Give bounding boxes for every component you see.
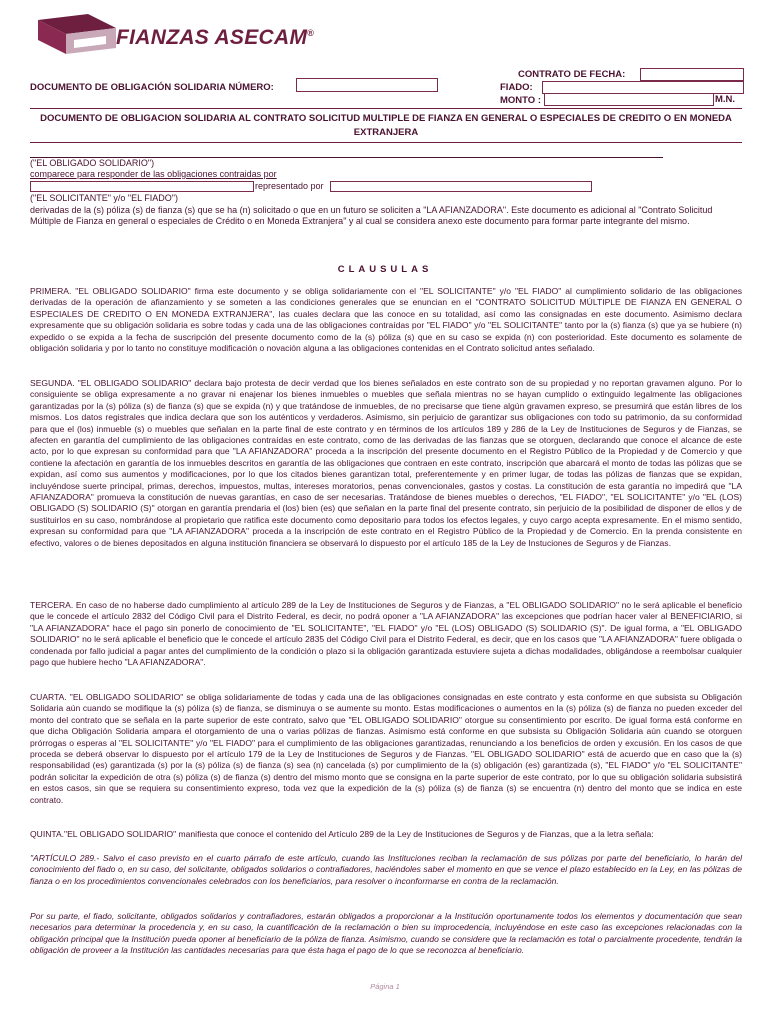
clausulas-heading: CLAUSULAS (337, 264, 433, 275)
clause-primera: PRIMERA. "EL OBLIGADO SOLIDARIO" firma este documento y se obliga solidariamente con el "EL SOLICITANTE" y/o "EL FIADO" al cumplimiento solidario de las obligaciones derivadas de la operación de afianzamiento y se someten a las condiciones generales que se enuncian en el "CONTRATO SOLICITUD MÚLTIPLE DE FIANZA EN GENERAL O ESPECIALES DE CREDITO O EN MONEDA EXTRANJERA", las cuales declara que las conoce en su totalidad, así como las consignadas en este documento. Asimismo declara expresamente que su obligación solidaria es sobre todas y cada una de las obligaciones contraídas por "EL FIADO" y/o "EL SOLICITANTE" tanto por la (s) fianza (s) que ya se hubiere (n) expedido o se expida a la fecha de suscripción del presente documento como de la (s) póliza (s) que en su caso se expida (n) con posterioridad. Este documento es solamente de obligación solidaria y por lo tanto no constituye modificación o novación alguna a las obligaciones contenidas en el Contrato solicitud antes señalado. (30, 286, 742, 354)
representante-name-field[interactable] (330, 181, 592, 192)
clause-quinta: QUINTA."EL OBLIGADO SOLIDARIO" manifiesta que conoce el contenido del Artículo 289 de la Ley de Instituciones de Seguros y de Fianzas, que a la letra señala: (30, 829, 654, 839)
monto-field[interactable] (544, 93, 714, 106)
clause-quinta-quote: "ARTÍCULO 289.- Salvo el caso previsto en el cuarto párrafo de este artículo, cuando las Instituciones reciban la reclamación de sus pólizas por parte del beneficiario, lo harán del conocimiento del fiado o, en su caso, del solicitante, obligados solidarios o contrafiadores, haciéndoles saber el momento en que se vence el plazo establecido en la Ley, en las pólizas de fianza o en los procedimientos convencionales celebrados con los beneficiarios, para resolver o inconformarse en contra de la reclamación. (30, 853, 742, 886)
doc-number-label: DOCUMENTO DE OBLIGACIÓN SOLIDARIA NÚMERO: (30, 82, 274, 93)
clause-quinta-quote-2: Por su parte, el fiado, solicitante, obligados solidarios y contrafiadores, estarán obligados a proporcionar a la Institución oportunamente todos los elementos y documentación que sean necesarios para determinar la procedencia y, en su caso, la cuantificación de la reclamación o bien su improcedencia, incluyéndose en este caso las excepciones relacionadas con la obligación principal que la Institución pueda oponer al beneficiario de la póliza de fianza. Asimismo, cuando se considere que la reclamación es total o parcialmente procedente, tendrán la obligación de proveer a la Institución las cantidades necesarias para que ésta haga el pago de lo que se reconozca al beneficiario. (30, 911, 742, 956)
clause-segunda: SEGUNDA. "EL OBLIGADO SOLIDARIO" declara bajo protesta de decir verdad que los bienes señalados en este contrato son de su propiedad y no reportan gravamen alguno. Por lo consiguiente se obliga expresamente a no gravar ni enajenar los bienes inmuebles o muebles que señala mientras no se hayan cumplido o extinguido legalmente las obligaciones garantizadas por la (s) póliza (s) de fianza (s) que se expida (n) y que tratándose de inmuebles, de no precisarse que tiene algún gravamen expreso, se presumirá que están libres de los mismos. Los datos registrales que indica declara que son los auténticos y verdaderos. Asimismo, sin perjuicio de garantizar sus obligaciones con todo su patrimonio, da su conformidad para que el (los) inmueble (s) o muebles que señalan en la parte final de este contrato y en términos de los artículos 189 y 286 de la Ley de Instituciones de Seguros y de Fianzas, se afecten en garantía del cumplimiento de las obligaciones contraídas en este contrato, como de las derivadas de las fianzas que se otorguen, declarando que conoce el alcance de este acto, por lo que expresan su conformidad para que "LA AFIANZADORA" proceda a la inscripción del presente documento en el Registro Público de la Propiedad y de Comercio y que contiene la afectación en garantía de los inmuebles descritos en garantía de las obligaciones que contraen en este contrato, inscripción que abarcará el monto de todas las pólizas que se expidan, así como sus aumentos y modificaciones, por lo que los citados bienes garantizan total, preferentemente y en primer lugar, de todas las pólizas de fianzas que se expidan, incluyéndose suerte principal, primas, derechos, impuestos, multas, intereses moratorios, penas convencionales, gastos y costas. La constitución de esta garantía no impedirá que "LA AFIANZADORA" promueva la constitución de nuevas garantías, en caso de ser necesarias. Tratándose de bienes muebles o derechos, "EL FIADO", "EL SOLICITANTE" y/o "EL (LOS) OBLIGADO (S) SOLIDARIO (S)" otorgan en garantía prendaria el (los) bien (es) que señalan en la parte final del presente contrato, sin perjuicio de la posibilidad de disponer de ellos y de sustituirlos en su caso, nombrándose al propietario que ratifica este documento como depositario para todos los efectos legales, y cuyo cargo acepta expresamente. En el mismo sentido, expresan su conformidad para que "LA AFIANZADORA" proceda a la inscripción de este contrato en el Registro Público de la Propiedad y de Comercio. En la prenda consistente en efectivo, valores o de bienes depositados en alguna institución financiera se observará lo dispuesto por el artículo 185 de la Ley de Instuciones de Seguros y de Fianzas. (30, 378, 742, 548)
fiado-label: FIADO: (500, 82, 533, 93)
title-divider (30, 142, 742, 143)
solicitante-name-field[interactable] (30, 181, 254, 192)
solicitante-label: ("EL SOLICITANTE" y/o "EL FIADO") (30, 193, 178, 203)
document-title: DOCUMENTO DE OBLIGACION SOLIDARIA AL CONTRATO SOLICITUD MULTIPLE DE FIANZA EN GENERAL O ESPECIALES DE CREDITO O EN MONEDA EXTRANJERA (40, 113, 732, 138)
contract-date-label: CONTRATO DE FECHA: (518, 69, 626, 80)
page-number: Página 1 (370, 982, 400, 991)
derivadas-text: derivadas de la (s) póliza (s) de fianza (s) que se ha (n) solicitado o que en un futuro se soliciten a "LA AFIANZADORA". Este documento es adicional al "Contrato Solicitud Múltiple de Fianza en general o especiales de Crédito o en Moneda Extranjera" y al cual se considera anexo este documento para formar parte integrante del mismo. (30, 205, 713, 227)
clause-tercera: TERCERA. En caso de no haberse dado cumplimiento al artículo 289 de la Ley de Instituciones de Seguros y de Fianzas, a "EL OBLIGADO SOLIDARIO" no le será aplicable el beneficio que le concede el artículo 2832 del Código Civil para el Distrito Federal, es decir, no podrá oponer a "LA AFIANZADORA" las excepciones que podrían hacer valer al BENEFICIARIO, si "LA AFIANZADORA" hace el pago sin ponerlo de conocimiento de "EL SOLICITANTE", "EL FIADO" y/o "EL (LOS) OBLIGADO (S) SOLIDARIO (S)". De igual forma, a "EL OBLIGADO SOLIDARIO" no le será aplicable el beneficio que le concede el artículo 2835 del Código Civil para el Distrito Federal, es decir, que en los casos que "LA AFIANZADORA" fuere obligada o condenada por fallo judicial a pagar antes del cumplimiento de la condición o plazo si la obligación garantizada estuviere sujeta a dichas modalidades, obligándose a reembolsar cualquier pago que hubiere hecho "LA AFIANZADORA". (30, 600, 742, 668)
obligado-label: ("EL OBLIGADO SOLIDARIO") (30, 158, 155, 168)
monto-label: MONTO : (500, 95, 541, 106)
comparece-text: comparece para responder de las obligaciones contraidas por (30, 169, 277, 179)
clause-cuarta: CUARTA. "EL OBLIGADO SOLIDARIO" se obliga solidariamente de todas y cada una de las obligaciones consignadas en este contrato y esta conforme en que subsista su Obligación Solidaria aún cuando se modifique la (s) póliza (s) de fianza, se disminuya o se aumente su monto. Estas modificaciones o aumentos en la (s) póliza (s) de fianza no pueden exceder del monto del contrato que se señala en la parte superior de este contrato, salvo que "EL OBLIGADO SOLIDARIO" otorgue su consentimiento por escrito. De igual forma está conforme en que dicha Obligación Solidaria ampara el otorgamiento de una o varias pólizas de fianzas. Asimismo está conforme en que subsista su Obligación Solidaria aún cuando se otorguen prórrogas o esperas al "EL SOLICITANTE" y/o "EL FIADO" para el cumplimiento de las obligaciones garantizadas, renunciando a los beneficios de orden y excusión. En los casos de que proceda se deberá observar lo dispuesto por el artículo 179 de la Ley de Instituciones de Seguros y de Fianzas. "EL OBLIGADO SOLIDARIO" está de acuerdo que en caso que la (s) responsabilidad (es) garantizada (s) por la (s) póliza (s) de fianza (s) sea (n) cancelada (s) por cumplimiento de la (s) obligación (es) garantizada (s), "EL FIADO" y/o "EL SOLICITANTE" podrán solicitar la expedición de otra (s) póliza (s) de fianza (s) dentro del mismo monto que se consigna en la parte superior de este contrato, por lo que su obligación solidaria subsistirá en estos casos, sin que se requiera su consentimiento expreso, toda vez que la expedición de la (s) póliza (s) de fianza (s) se encuentra (n) dentro del monto que se indica en este contrato. (30, 692, 742, 805)
doc-number-field[interactable] (296, 78, 438, 92)
fianzas-asecam-logo (30, 14, 116, 62)
currency-label: M.N. (715, 94, 736, 105)
representado-label: representado por (255, 181, 324, 191)
brand-name: FIANZAS ASECAM® (116, 26, 315, 49)
contract-date-field[interactable] (640, 68, 744, 81)
header-divider (30, 108, 742, 109)
